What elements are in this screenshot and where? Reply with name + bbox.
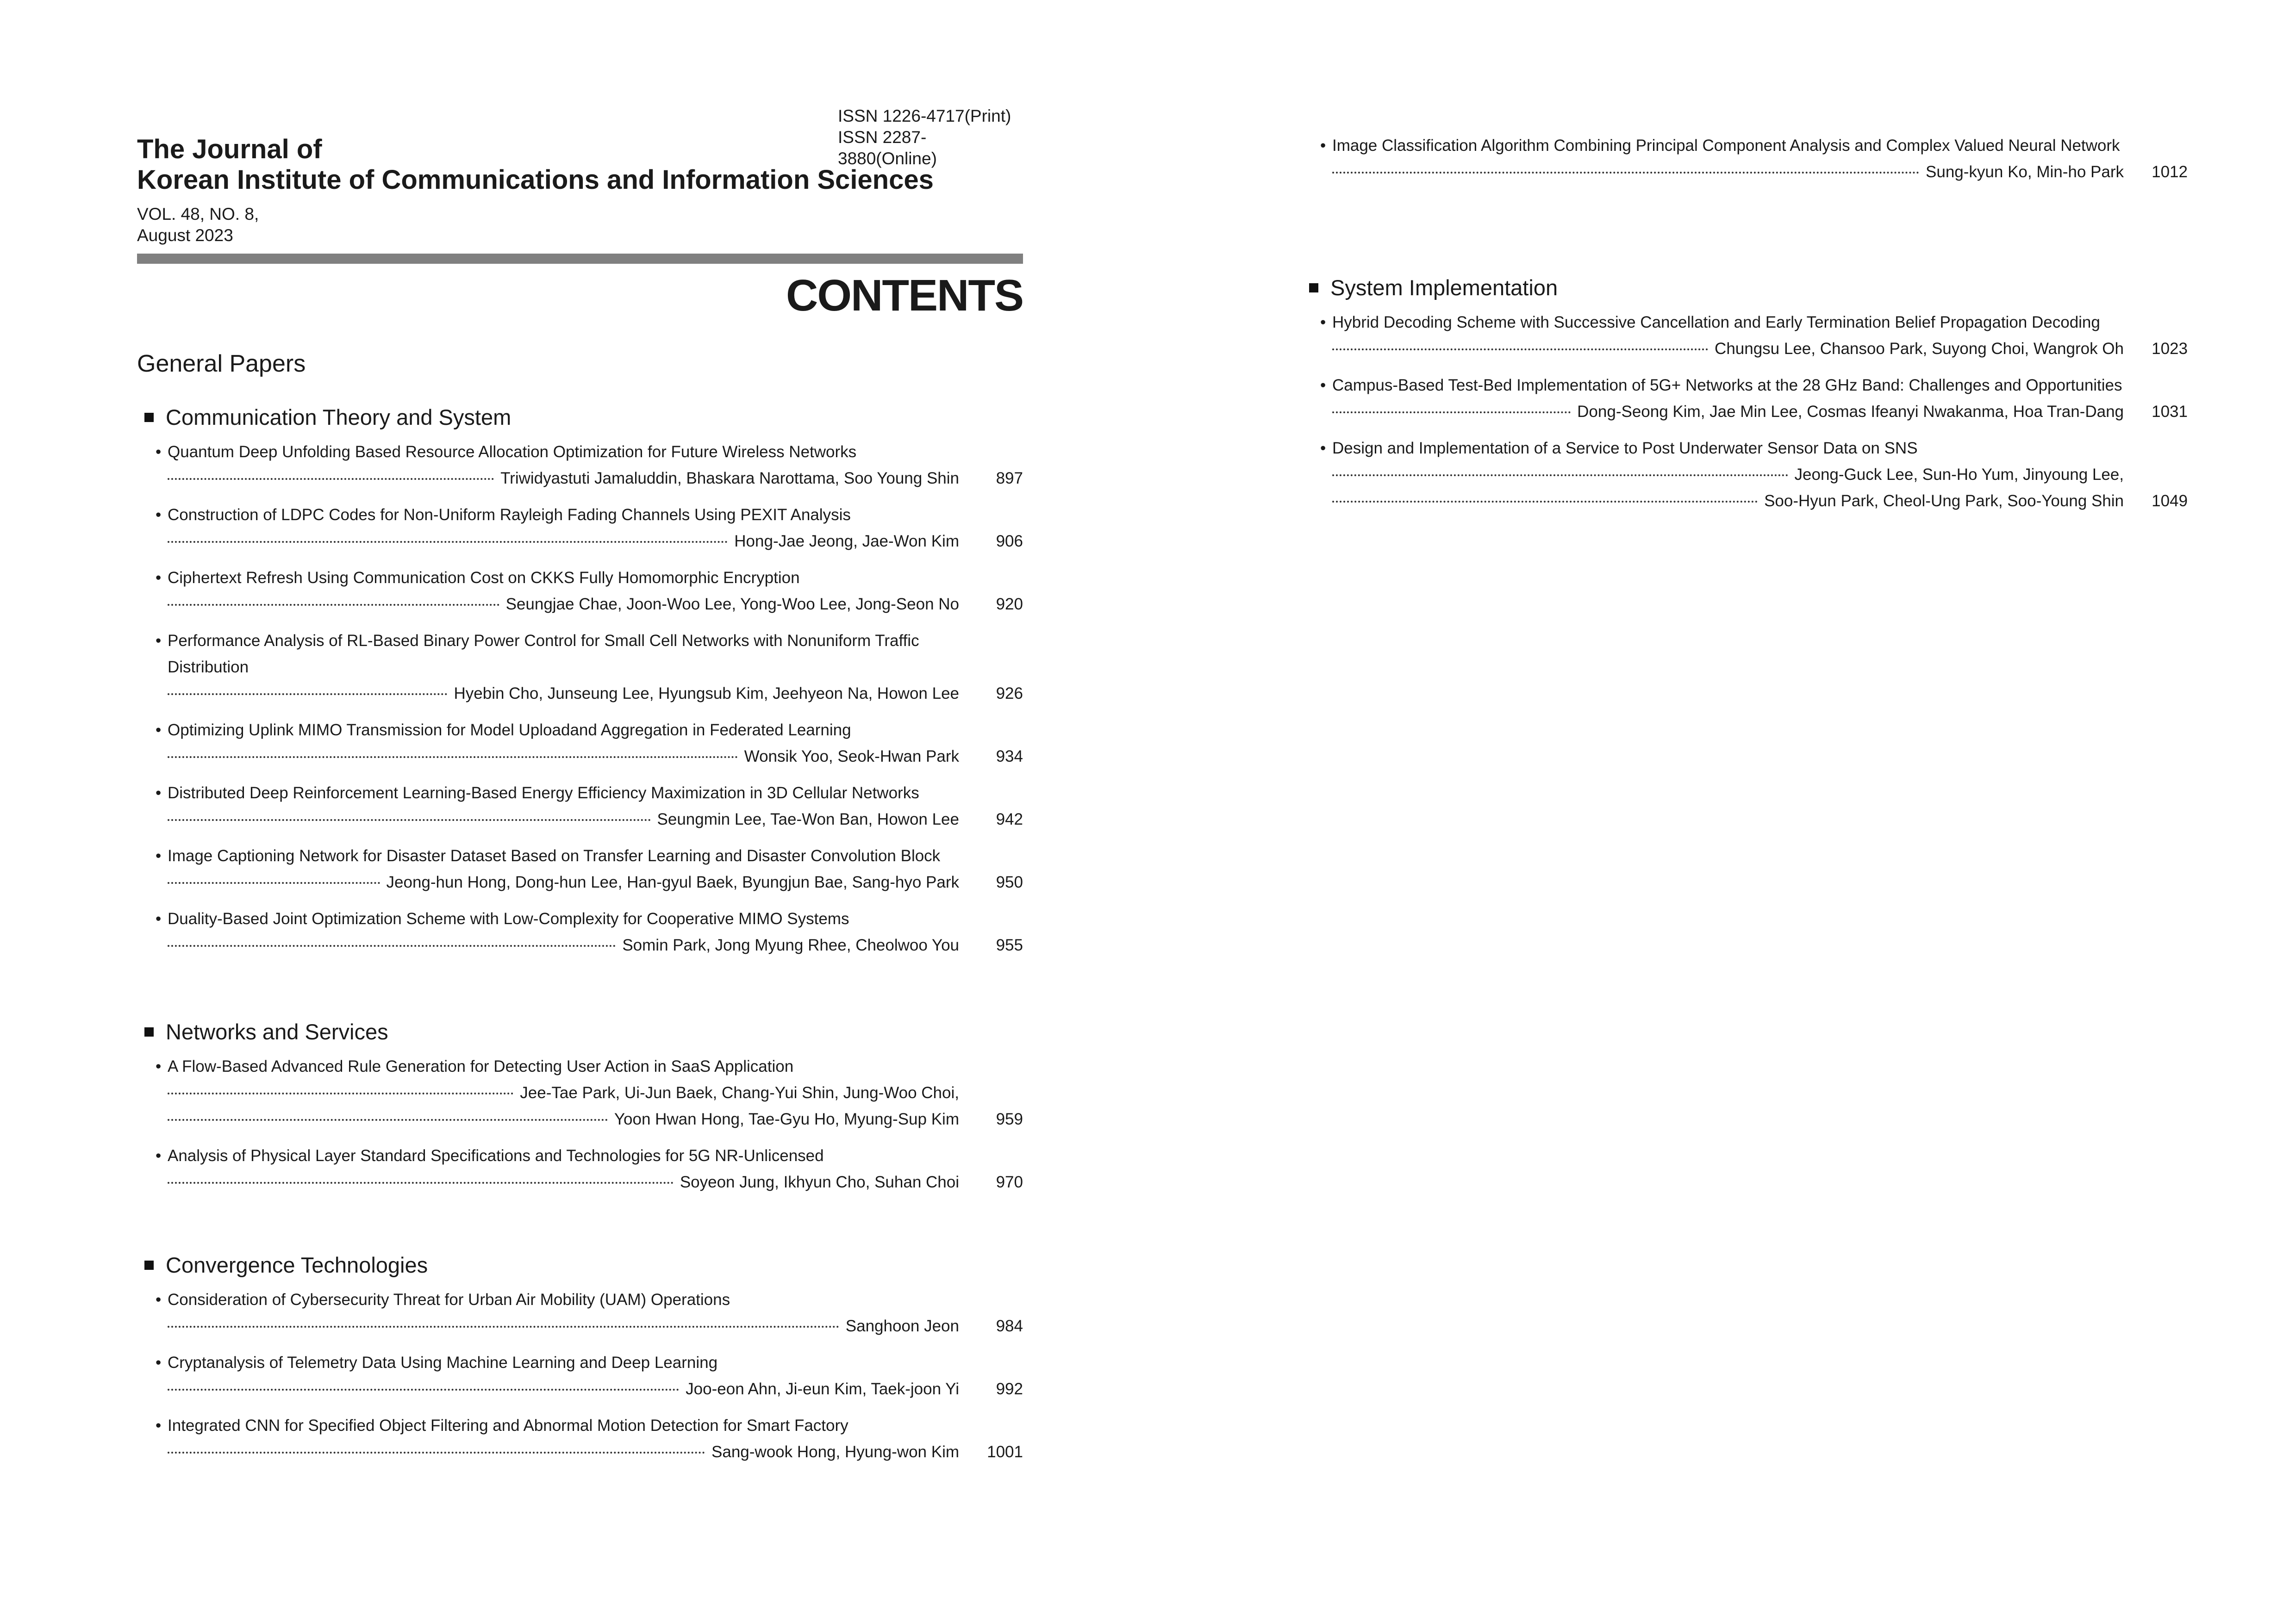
article-title: • Cryptanalysis of Telemetry Data Using Machine Learning and Deep Learning [156, 1349, 1023, 1376]
author-line [1320, 398, 2188, 425]
author-line [156, 1080, 1023, 1106]
toc-entry [156, 502, 1023, 554]
article-authors: Seungmin Lee, Tae-Won Ban, Howon Lee [657, 810, 959, 828]
toc-entry [1320, 309, 2188, 362]
dot-leader [168, 604, 499, 606]
dot-leader [168, 1452, 705, 1454]
journal-title-line1: The Journal of [137, 134, 322, 164]
author-line [156, 869, 1023, 895]
page-number: 897 [996, 469, 1023, 487]
dot-leader [168, 756, 738, 758]
article-title: • Hybrid Decoding Scheme with Successive Cancellation and Early Termination Belief Propagation Decoding [1320, 309, 2188, 336]
author-line [1320, 461, 2188, 488]
author-line [1320, 488, 2188, 514]
author-line [156, 680, 1023, 707]
toc-list [1309, 132, 2188, 185]
section-convergence-continued [1309, 132, 2188, 195]
article-title: • Analysis of Physical Layer Standard Specifications and Technologies for 5G NR-Unlicensed [156, 1143, 1023, 1169]
section-title: Communication Theory and System [166, 405, 512, 429]
article-authors: Somin Park, Jong Myung Rhee, Cheolwoo You [622, 936, 959, 954]
article-authors: Sung-kyun Ko, Min-ho Park [1926, 163, 2124, 181]
article-title: • Duality-Based Joint Optimization Scheme with Low-Complexity for Cooperative MIMO Systems [156, 906, 1023, 932]
section-title: System Implementation [1330, 275, 1558, 300]
section-networks-services [144, 1018, 1023, 1206]
article-authors: Chungsu Lee, Chansoo Park, Suyong Choi, Wangrok Oh [1715, 340, 2124, 358]
article-title: • Optimizing Uplink MIMO Transmission for Model Uploadand Aggregation in Federated Learning [156, 717, 1023, 743]
page-number: 942 [996, 810, 1023, 828]
article-authors: Hong-Jae Jeong, Jae-Won Kim [734, 532, 959, 550]
toc-list [1309, 309, 2188, 514]
article-title: • Ciphertext Refresh Using Communication Cost on CKKS Fully Homomorphic Encryption [156, 565, 1023, 591]
dot-leader [168, 1326, 839, 1328]
article-title: • Image Captioning Network for Disaster Dataset Based on Transfer Learning and Disaster Convolution Block [156, 843, 1023, 869]
article-title: • Integrated CNN for Specified Object Filtering and Abnormal Motion Detection for Smart Factory [156, 1412, 1023, 1439]
page-number: 1031 [2152, 403, 2188, 421]
journal-title-line2: Korean Institute of Communications and Information Sciences [137, 165, 934, 195]
section-communication-theory [144, 404, 1023, 969]
contents-heading: CONTENTS [786, 271, 1023, 320]
section-heading [144, 1018, 1023, 1046]
toc-entry [156, 1053, 1023, 1132]
volume-info: VOL. 48, NO. 8, [137, 205, 259, 224]
general-papers-heading: General Papers [137, 350, 306, 377]
article-title: • Quantum Deep Unfolding Based Resource Allocation Optimization for Future Wireless Networks [156, 439, 1023, 465]
page-number: 959 [996, 1110, 1023, 1128]
dot-leader [1332, 172, 1919, 174]
author-line [156, 1376, 1023, 1402]
square-bullet-icon [144, 413, 154, 422]
page-number: 1001 [987, 1443, 1023, 1461]
issue-date: August 2023 [137, 226, 233, 245]
toc-entry [156, 628, 1023, 707]
author-line [1320, 336, 2188, 362]
article-authors: Wonsik Yoo, Seok-Hwan Park [744, 747, 959, 765]
author-line [156, 743, 1023, 770]
square-bullet-icon [144, 1027, 154, 1037]
page-number: 1049 [2152, 492, 2188, 510]
article-title: • Distributed Deep Reinforcement Learning-Based Energy Efficiency Maximization in 3D Cellular Networks [156, 780, 1023, 806]
section-heading [144, 1251, 1023, 1279]
toc-entry [156, 1143, 1023, 1195]
dot-leader [1332, 348, 1708, 350]
toc-list [144, 1053, 1023, 1195]
page-number: 926 [996, 684, 1023, 702]
article-title: • Image Classification Algorithm Combining Principal Component Analysis and Complex Valued Neural Network [1320, 132, 2188, 159]
article-title: • Consideration of Cybersecurity Threat for Urban Air Mobility (UAM) Operations [156, 1286, 1023, 1313]
author-line [156, 591, 1023, 617]
article-authors: Sanghoon Jeon [845, 1317, 959, 1335]
article-title: • Construction of LDPC Codes for Non-Uniform Rayleigh Fading Channels Using PEXIT Analysis [156, 502, 1023, 528]
toc-entry [1320, 132, 2188, 185]
page-number: 1012 [2152, 163, 2188, 181]
article-authors: Jee-Tae Park, Ui-Jun Baek, Chang-Yui Shin, Jung-Woo Choi, [520, 1084, 959, 1102]
toc-entry [1320, 435, 2188, 514]
dot-leader [168, 1182, 674, 1184]
page-number: 950 [996, 873, 1023, 891]
dot-leader [1332, 411, 1571, 413]
article-authors: Soo-Hyun Park, Cheol-Ung Park, Soo-Young Shin [1764, 492, 2124, 510]
author-line [156, 1169, 1023, 1195]
dot-leader [168, 541, 728, 543]
dot-leader [168, 693, 447, 695]
article-authors: Joo-eon Ahn, Ji-eun Kim, Taek-joon Yi [686, 1380, 959, 1398]
article-authors: Triwidyastuti Jamaluddin, Bhaskara Narottama, Soo Young Shin [500, 469, 959, 487]
article-authors: Jeong-hun Hong, Dong-hun Lee, Han-gyul Baek, Byungjun Bae, Sang-hyo Park [386, 873, 959, 891]
dot-leader [1332, 501, 1758, 503]
toc-entry [156, 565, 1023, 617]
author-line [156, 528, 1023, 554]
toc-entry [156, 780, 1023, 833]
toc-entry [156, 906, 1023, 958]
section-title: Convergence Technologies [166, 1253, 428, 1277]
toc-entry [156, 717, 1023, 770]
page-number: 906 [996, 532, 1023, 550]
article-title: • A Flow-Based Advanced Rule Generation for Detecting User Action in SaaS Application [156, 1053, 1023, 1080]
article-authors: Hyebin Cho, Junseung Lee, Hyungsub Kim, Jeehyeon Na, Howon Lee [454, 684, 959, 702]
toc-list [144, 439, 1023, 958]
dot-leader [168, 882, 380, 884]
square-bullet-icon [144, 1261, 154, 1270]
toc-entry [1320, 372, 2188, 425]
dot-leader [168, 478, 494, 480]
page-number: 920 [996, 595, 1023, 613]
author-line [156, 1313, 1023, 1339]
toc-entry [156, 843, 1023, 895]
page-number: 970 [996, 1173, 1023, 1191]
dot-leader [168, 1119, 608, 1121]
toc-list [144, 1286, 1023, 1465]
issn-print: ISSN 1226-4717(Print) [838, 106, 1011, 125]
section-title: Networks and Services [166, 1019, 388, 1044]
toc-entry [156, 1286, 1023, 1339]
article-authors: Seungjae Chae, Joon-Woo Lee, Yong-Woo Lee, Jong-Seon No [505, 595, 959, 613]
journal-header [137, 134, 1023, 246]
section-heading [1309, 274, 2188, 302]
square-bullet-icon [1309, 283, 1318, 292]
dot-leader [168, 1389, 679, 1391]
dot-leader [168, 945, 616, 947]
article-title: • Performance Analysis of RL-Based Binary Power Control for Small Cell Networks with Nonuniform Traffic Distribution [156, 628, 1023, 680]
article-title: • Design and Implementation of a Service to Post Underwater Sensor Data on SNS [1320, 435, 2188, 461]
author-line [156, 806, 1023, 833]
section-system-implementation [1309, 274, 2188, 524]
dot-leader [1332, 474, 1788, 476]
page-number: 984 [996, 1317, 1023, 1335]
article-title: • Campus-Based Test-Bed Implementation of 5G+ Networks at the 28 GHz Band: Challenges and Opportunities [1320, 372, 2188, 398]
toc-entry [156, 439, 1023, 491]
author-line [156, 1106, 1023, 1132]
issn-online: ISSN 2287-3880(Online) [838, 128, 937, 168]
page-number: 1023 [2152, 340, 2188, 358]
article-authors: Yoon Hwan Hong, Tae-Gyu Ho, Myung-Sup Kim [614, 1110, 959, 1128]
author-line [156, 1439, 1023, 1465]
dot-leader [168, 1093, 513, 1094]
header-divider-bar [137, 254, 1023, 264]
toc-entry [156, 1349, 1023, 1402]
author-line [156, 465, 1023, 491]
dot-leader [168, 819, 651, 821]
author-line [156, 932, 1023, 958]
article-authors: Dong-Seong Kim, Jae Min Lee, Cosmas Ifeanyi Nwakanma, Hoa Tran-Dang [1577, 403, 2124, 421]
page-number: 934 [996, 747, 1023, 765]
article-authors: Jeong-Guck Lee, Sun-Ho Yum, Jinyoung Lee, [1794, 466, 2124, 484]
section-convergence-technologies [144, 1251, 1023, 1475]
toc-entry [156, 1412, 1023, 1465]
author-line [1320, 159, 2188, 185]
page-number: 955 [996, 936, 1023, 954]
article-authors: Soyeon Jung, Ikhyun Cho, Suhan Choi [680, 1173, 959, 1191]
page-number: 992 [996, 1380, 1023, 1398]
section-heading [144, 404, 1023, 431]
article-authors: Sang-wook Hong, Hyung-won Kim [711, 1443, 959, 1461]
